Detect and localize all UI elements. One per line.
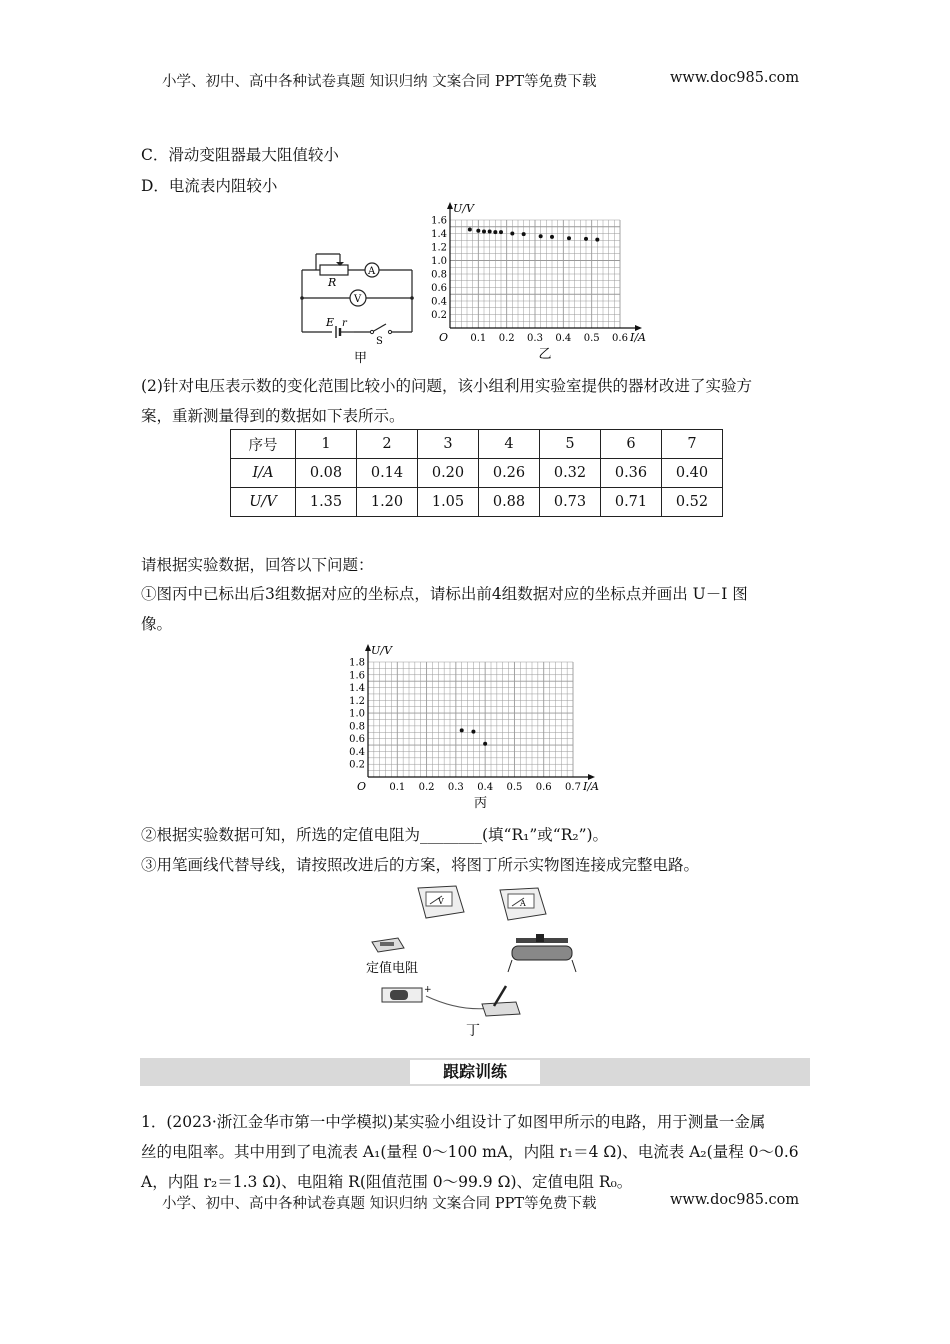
section-bar [140, 1058, 810, 1086]
x-tick-label: 0.4 [555, 333, 572, 344]
table-cell: 0.52 [662, 488, 723, 517]
y-tick-label: 0.2 [431, 310, 447, 321]
switch-device [482, 986, 520, 1016]
data-point [522, 232, 526, 236]
table-cell: 0.26 [479, 459, 540, 488]
origin-label: O [357, 780, 367, 793]
y-tick-label: 1.4 [431, 229, 447, 240]
footer-text: 小学、初中、高中各种试卷真题 知识归纳 文案合同 PPT等免费下载 [162, 1196, 597, 1212]
resistor-label: 定值电阻 [366, 961, 419, 976]
chart-yi [420, 200, 660, 365]
fixed-resistor [372, 938, 404, 952]
data-point [499, 230, 503, 234]
x-axis-label: I/A [630, 331, 646, 344]
instructions-q1-line2: 像。 [141, 615, 173, 633]
table-cell: 1.05 [418, 488, 479, 517]
x-tick-label: 0.2 [498, 333, 515, 344]
data-point [488, 229, 492, 233]
label-s: S [376, 336, 383, 347]
table-cell: 0.88 [479, 488, 540, 517]
ammeter-device [500, 888, 546, 920]
y-tick-label: 0.6 [349, 734, 365, 746]
figure-label: 丙 [473, 796, 488, 811]
table-cell: 1.20 [357, 488, 418, 517]
y-tick-label: 1.4 [349, 683, 365, 695]
table-col: 7 [662, 430, 723, 459]
x-tick-label: 0.3 [527, 333, 543, 344]
table-cell: 0.20 [418, 459, 479, 488]
rheostat-device [508, 934, 576, 972]
data-point [468, 227, 472, 231]
problem1-line1: 1．(2023·浙江金华市第一中学模拟)某实验小组设计了如图甲所示的电路，用于测量一金属 [141, 1113, 766, 1131]
table-col: 4 [479, 430, 540, 459]
table-cell: 0.14 [357, 459, 418, 488]
circuit-diagram-jia [292, 240, 422, 365]
ammeter-label: A [520, 899, 526, 908]
data-point [584, 237, 588, 241]
y-tick-label: 1.2 [431, 242, 447, 254]
option-d: D．电流表内阻较小 [141, 177, 278, 195]
y-tick-label: 0.4 [349, 746, 365, 758]
y-axis-label: U/V [453, 202, 474, 215]
data-point [595, 238, 599, 242]
x-tick-label: 0.6 [535, 782, 552, 793]
problem1-line3: A，内阻 r₂＝1.3 Ω)、电阻箱 R(阻值范围 0～99.9 Ω)、定值电阻 R₀。 [141, 1173, 633, 1191]
y-tick-label: 1.0 [349, 708, 365, 720]
y-tick-label: 1.6 [431, 215, 447, 227]
x-tick-label: 0.6 [612, 333, 628, 344]
instructions-q1-line1: ①图丙中已标出后3组数据对应的坐标点，请标出前4组数据对应的坐标点并画出 U－I 图 [141, 585, 748, 603]
y-tick-label: 0.4 [431, 296, 447, 308]
row-label-u: U/V [231, 488, 296, 517]
y-axis-label: U/V [371, 644, 392, 657]
x-tick-label: 0.3 [447, 782, 464, 793]
label-r: R [328, 276, 337, 289]
ammeter-glyph: A [368, 266, 376, 277]
apparatus-ding [360, 880, 590, 1040]
section-title: 跟踪训练 [410, 1060, 540, 1084]
figure-label-ding: 丁 [466, 1023, 480, 1039]
x-tick-label: 0.7 [565, 782, 581, 793]
header-text: 小学、初中、高中各种试卷真题 知识归纳 文案合同 PPT等免费下载 [162, 74, 597, 90]
problem1-line2: 丝的电阻率。其中用到了电流表 A₁(量程 0～100 mA，内阻 r₁＝4 Ω)、电流表 A₂(量程 0～0.6 [141, 1143, 799, 1161]
data-point [471, 730, 475, 734]
q2-line1: (2)针对电压表示数的变化范围比较小的问题，该小组利用实验室提供的器材改进了实验方 [141, 377, 752, 395]
figure-label-jia: 甲 [354, 351, 368, 365]
q2-line2: 案，重新测量得到的数据如下表所示。 [141, 407, 405, 425]
data-point [550, 235, 554, 239]
table-cell: 0.71 [601, 488, 662, 517]
x-axis-label: I/A [583, 780, 599, 793]
y-tick-label: 0.2 [349, 759, 365, 771]
x-tick-label: 0.5 [583, 333, 600, 344]
table-cell: 0.32 [540, 459, 601, 488]
data-table [230, 429, 723, 517]
data-point [483, 742, 487, 746]
voltmeter-device [418, 886, 464, 918]
data-point [460, 728, 464, 732]
battery-device [382, 985, 432, 1002]
x-tick-label: 0.1 [389, 782, 406, 793]
footer-url: www.doc985.com [670, 1192, 800, 1208]
x-tick-label: 0.5 [506, 782, 523, 793]
label-r-small: r [342, 318, 347, 329]
figure-label: 乙 [538, 347, 552, 362]
data-point [539, 234, 543, 238]
table-cell: 1.35 [296, 488, 357, 517]
table-cell: 0.08 [296, 459, 357, 488]
y-tick-label: 1.0 [431, 256, 447, 267]
header-url: www.doc985.com [670, 70, 800, 86]
instructions-q3: ③用笔画线代替导线，请按照改进后的方案，将图丁所示实物图连接成完整电路。 [141, 856, 700, 874]
data-point [482, 229, 486, 233]
y-tick-label: 1.2 [349, 695, 365, 707]
y-tick-label: 0.8 [349, 721, 365, 733]
y-tick-label: 1.6 [349, 670, 365, 682]
origin-label: O [439, 331, 449, 344]
table-col: 1 [296, 430, 357, 459]
x-tick-label: 0.4 [477, 782, 494, 793]
svg-text:+: + [424, 985, 432, 995]
table-head-label: 序号 [231, 430, 296, 459]
table-cell: 0.40 [662, 459, 723, 488]
label-e: E [326, 316, 335, 329]
table-col: 6 [601, 430, 662, 459]
voltmeter-glyph: V [354, 294, 362, 305]
table-col: 5 [540, 430, 601, 459]
voltmeter-label: V [438, 897, 444, 906]
data-point [567, 236, 571, 240]
y-tick-label: 0.8 [431, 269, 447, 281]
chart-bing [330, 632, 620, 817]
table-col: 3 [418, 430, 479, 459]
table-cell: 0.36 [601, 459, 662, 488]
x-tick-label: 0.2 [418, 782, 435, 793]
data-point [476, 229, 480, 233]
table-row-voltage [231, 488, 723, 517]
table-cell: 0.73 [540, 488, 601, 517]
instructions-q2: ②根据实验数据可知，所选的定值电阻为________(填“R₁”或“R₂”)。 [141, 826, 609, 844]
y-tick-label: 0.6 [431, 283, 447, 294]
data-point [493, 230, 497, 234]
table-header-row [231, 430, 723, 459]
instructions-intro: 请根据实验数据，回答以下问题： [141, 556, 374, 574]
table-col: 2 [357, 430, 418, 459]
table-row-current [231, 459, 723, 488]
y-tick-label: 1.8 [349, 657, 365, 669]
option-c: C．滑动变阻器最大阻值较小 [141, 146, 339, 164]
data-point [510, 232, 514, 236]
x-tick-label: 0.1 [470, 333, 487, 344]
row-label-i: I/A [231, 459, 296, 488]
